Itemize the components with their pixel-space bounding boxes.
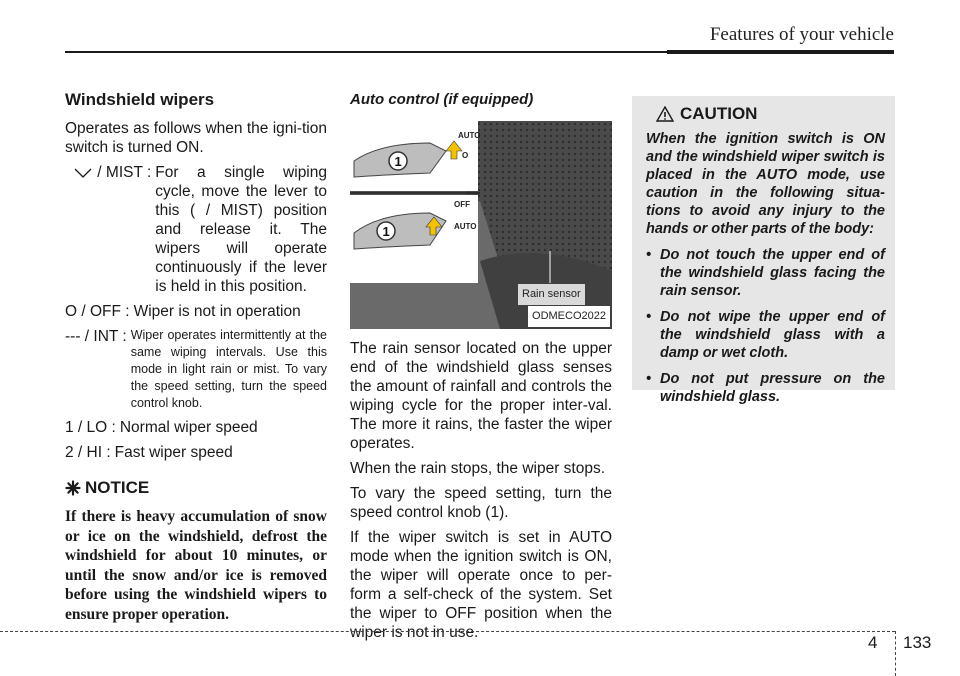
off-label: OFF (454, 200, 470, 209)
auto-label: AUTO (454, 222, 477, 231)
paragraph: If the wiper switch is set in AUTO mode when the ignition switch is ON, the wiper will operate once to per-form a self-check of the system. Set the wiper to OFF position when the wiper is not in use. (350, 529, 612, 641)
rain-sensor-label: Rain sensor (518, 284, 585, 305)
list-item: • Do not touch the upper end of the windshield glass facing the rain sensor. (646, 247, 885, 299)
left-column (65, 90, 327, 624)
mode-term: 2 / HI : (65, 444, 111, 461)
wiper-figure (350, 121, 612, 329)
mode-desc: For a single wiping cycle, move the lever to this ( / MIST) position and release it. The wipers will operate continuously if the lever is held in this position. (155, 164, 327, 295)
section-heading: Windshield wipers (65, 90, 215, 109)
chapter-number: 4 (868, 633, 878, 652)
notice-text: If there is heavy accumulation of snow or ice on the windshield, defrost the windshield for about 10 minutes, or until the snow and/or ice is removed before using the windshield wipers to ensure proper operation. (65, 508, 327, 623)
figure-code: ODMECO2022 (528, 306, 610, 327)
mode-int (65, 327, 327, 412)
footer-rule (0, 631, 895, 632)
mode-term: --- / INT : (65, 328, 127, 345)
o-label: O (462, 151, 469, 160)
mode-hi (65, 443, 327, 462)
caution-list (646, 246, 885, 406)
page-number: 133 (903, 633, 932, 652)
caution-heading (646, 104, 885, 124)
list-item: • Do not put pressure on the windshield glass. (646, 371, 885, 405)
auto-label: AUTO (458, 131, 481, 140)
mode-lo (65, 418, 327, 437)
mode-mist (65, 163, 327, 296)
header-title: Features of your vehicle (709, 24, 894, 45)
mist-chevron-icon (73, 167, 93, 179)
auto-control-heading: Auto control (if equipped) (350, 91, 534, 108)
knob-label: 1 (382, 224, 390, 239)
mode-desc: Normal wiper speed (119, 419, 258, 436)
mode-off (65, 302, 327, 321)
header-rule-thick (667, 50, 894, 54)
mode-term: / MIST : (93, 164, 152, 181)
header-rule (65, 51, 667, 53)
notice-title: NOTICE (85, 478, 150, 497)
caution-intro: When the ignition switch is ON and the windshield wiper switch is placed in the AUTO mode, use caution in the following situa-tions to avoid any injury to the hands or other parts of the body: (646, 131, 885, 237)
mode-term: O / OFF : (65, 303, 130, 320)
middle-column (350, 90, 612, 648)
mode-desc: Wiper operates intermittently at the same wiping intervals. Use this mode in light rain or mist. To vary the speed setting, turn the speed control knob. (130, 328, 327, 410)
paragraph: To vary the speed setting, turn the speed control knob (1). (350, 485, 612, 521)
footer-divider (895, 631, 896, 676)
list-item: • Do not wipe the upper end of the windshield glass with a damp or wet cloth. (646, 309, 885, 361)
mode-desc: Fast wiper speed (114, 444, 233, 461)
mode-desc: Wiper is not in operation (133, 303, 301, 320)
warning-triangle-icon (656, 106, 674, 122)
notice-heading (65, 478, 327, 497)
caution-box (632, 96, 895, 405)
paragraph: When the rain stops, the wiper stops. (350, 460, 606, 477)
paragraph: The rain sensor located on the upper end of the windshield glass senses the amount of rainfall and controls the wiping cycle for the proper inter-val. The more it rains, the faster the wiper operates. (350, 340, 612, 452)
intro-text: Operates as follows when the igni-tion switch is turned ON. (65, 120, 327, 156)
knob-label: 1 (394, 154, 402, 169)
mode-term: 1 / LO : (65, 419, 116, 436)
caution-title: CAUTION (680, 104, 758, 123)
notice-star-icon (65, 480, 81, 496)
